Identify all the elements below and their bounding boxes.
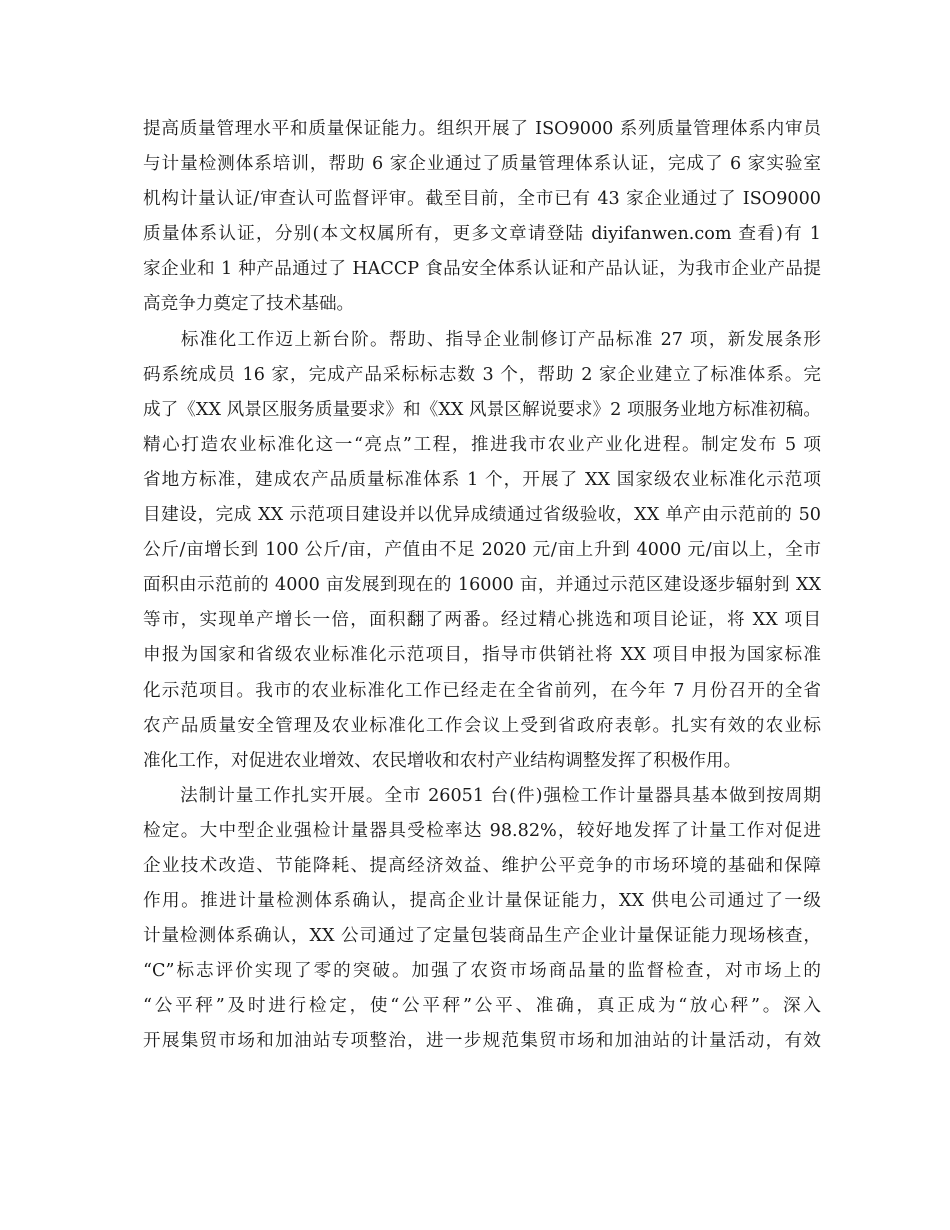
text-line: 机构计量认证/审查认可监督评审。截至目前，全市已有 43 家企业通过了 ISO9000: [143, 189, 821, 210]
text-line: 提高质量管理水平和质量保证能力。组织开展了 ISO9000 系列质量管理体系内审员: [143, 119, 821, 139]
paragraph-quality-management: [143, 112, 821, 323]
text-line: 面积由示范前的 4000 亩发展到现在的 16000 亩，并通过示范区建设逐步辐射到 XX: [143, 575, 821, 596]
text-line: 标准化工作迈上新台阶。帮助、指导企业制修订产品标准 27 项，新发展条形: [143, 329, 821, 350]
text-line: 企业技术改造、节能降耗、提高经济效益、维护公平竞争的市场环境的基础和保障: [143, 855, 821, 876]
text-line: 计量检测体系确认，XX 公司通过了定量包装商品生产企业计量保证能力现场核查，: [143, 926, 821, 947]
text-line: 与计量检测体系培训，帮助 6 家企业通过了质量管理体系认证，完成了 6 家实验室: [143, 154, 821, 175]
text-line: 质量体系认证，分别(本文权属所有，更多文章请登陆 diyifanwen.com 查看)有 1: [143, 224, 821, 245]
text-line: 农产品质量安全管理及农业标准化工作会议上受到省政府表彰。扎实有效的农业标: [143, 715, 821, 736]
text-line: 高竞争力奠定了技术基础。: [143, 294, 355, 315]
text-line: 公斤/亩增长到 100 公斤/亩，产值由不足 2020 元/亩上升到 4000 元/亩以上，全市: [143, 540, 821, 561]
text-line: 目建设，完成 XX 示范项目建设并以优异成绩通过省级验收，XX 单产由示范前的 50: [143, 505, 821, 526]
text-line: 家企业和 1 种产品通过了 HACCP 食品安全体系认证和产品认证，为我市企业产品提: [143, 259, 821, 280]
text-line: 作用。推进计量检测体系确认，提高企业计量保证能力，XX 供电公司通过了一级: [143, 891, 821, 912]
text-line: 检定。大中型企业强检计量器具受检率达 98.82%，较好地发挥了计量工作对促进: [143, 820, 821, 841]
text-line: 化示范项目。我市的农业标准化工作已经走在全省前列，在今年 7 月份召开的全省: [143, 680, 821, 701]
text-line: 等市，实现单产增长一倍，面积翻了两番。经过精心挑选和项目论证，将 XX 项目: [143, 610, 821, 631]
paragraph-legal-metrology: [143, 779, 821, 1060]
text-line: 法制计量工作扎实开展。全市 26051 台(件)强检工作计量器具基本做到按周期: [143, 785, 821, 806]
document-body: [143, 112, 821, 1060]
text-line: 成了《XX 风景区服务质量要求》和《XX 风景区解说要求》2 项服务业地方标准初稿。: [143, 399, 821, 420]
text-line: “C”标志评价实现了零的突破。加强了农资市场商品量的监督检查，对市场上的: [143, 961, 821, 982]
text-line: 省地方标准，建成农产品质量标准体系 1 个，开展了 XX 国家级农业标准化示范项: [143, 469, 821, 490]
text-line: 开展集贸市场和加油站专项整治，进一步规范集贸市场和加油站的计量活动，有效: [143, 1031, 821, 1052]
text-line: 码系统成员 16 家，完成产品采标标志数 3 个，帮助 2 家企业建立了标准体系。完: [143, 364, 821, 385]
text-line: 精心打造农业标准化这一“亮点”工程，推进我市农业产业化进程。制定发布 5 项: [143, 434, 821, 455]
text-line: 申报为国家和省级农业标准化示范项目，指导市供销社将 XX 项目申报为国家标准: [143, 645, 821, 666]
paragraph-standardization: [143, 323, 821, 779]
text-line: “公平秤”及时进行检定，使“公平秤”公平、准确，真正成为“放心秤”。深入: [143, 996, 821, 1017]
text-line: 准化工作，对促进农业增效、农民增收和农村产业结构调整发挥了积极作用。: [143, 750, 742, 771]
